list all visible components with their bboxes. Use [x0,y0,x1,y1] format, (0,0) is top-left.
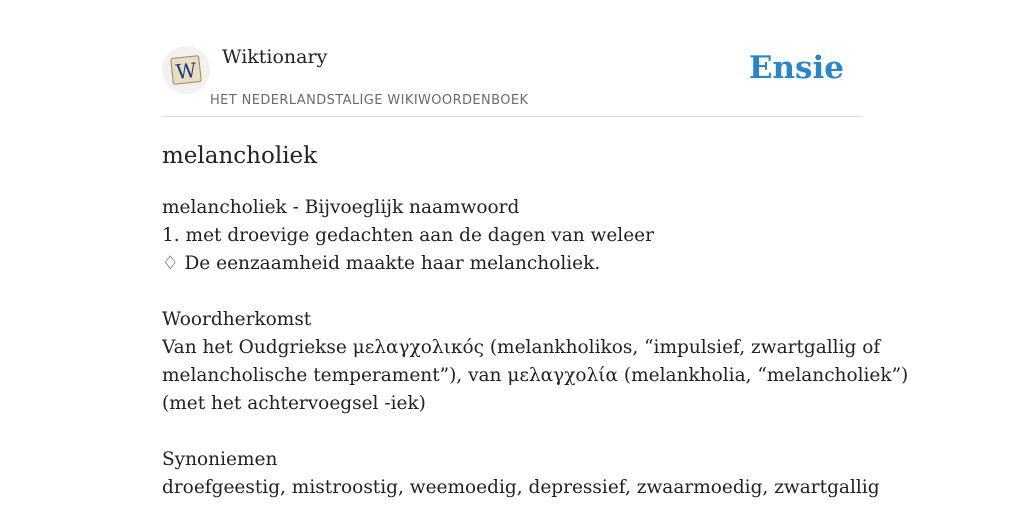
example-sentence: ♢ De eenzaamheid maakte haar melancholiek. [162,253,601,274]
synonyms-heading: Synoniemen [162,449,278,470]
etymology-line: (met het achtervoegsel -iek) [162,393,426,414]
logo-tile [169,53,203,87]
site-name[interactable]: Wiktionary [222,46,328,68]
page-container [162,0,909,502]
wiktionary-logo-icon[interactable] [162,46,210,94]
spacer [162,278,862,306]
entry-content [162,194,909,502]
logo-letter: W [174,57,198,85]
site-header [162,0,862,117]
etymology-heading: Woordherkomst [162,309,312,330]
definition-heading: melancholiek - Bijvoeglijk naamwoord [162,197,520,218]
etymology-line: melancholische temperament”), van μελαγχολία (melankholia, “melancholiek”) [162,365,909,386]
synonyms-list: droefgeestig, mistroostig, weemoedig, depressief, zwaarmoedig, zwartgallig [162,477,880,498]
definition-text: 1. met droevige gedachten aan de dagen van weleer [162,225,654,246]
spacer [162,418,862,446]
site-tagline: HET NEDERLANDSTALIGE WIKIWOORDENBOEK [210,93,529,108]
page-title: melancholiek [162,143,318,169]
etymology-line: Van het Oudgriekse μελαγχολικός (melankholikos, “impulsief, zwartgallig of [162,337,881,358]
ensie-brand-link[interactable]: Ensie [748,50,844,86]
